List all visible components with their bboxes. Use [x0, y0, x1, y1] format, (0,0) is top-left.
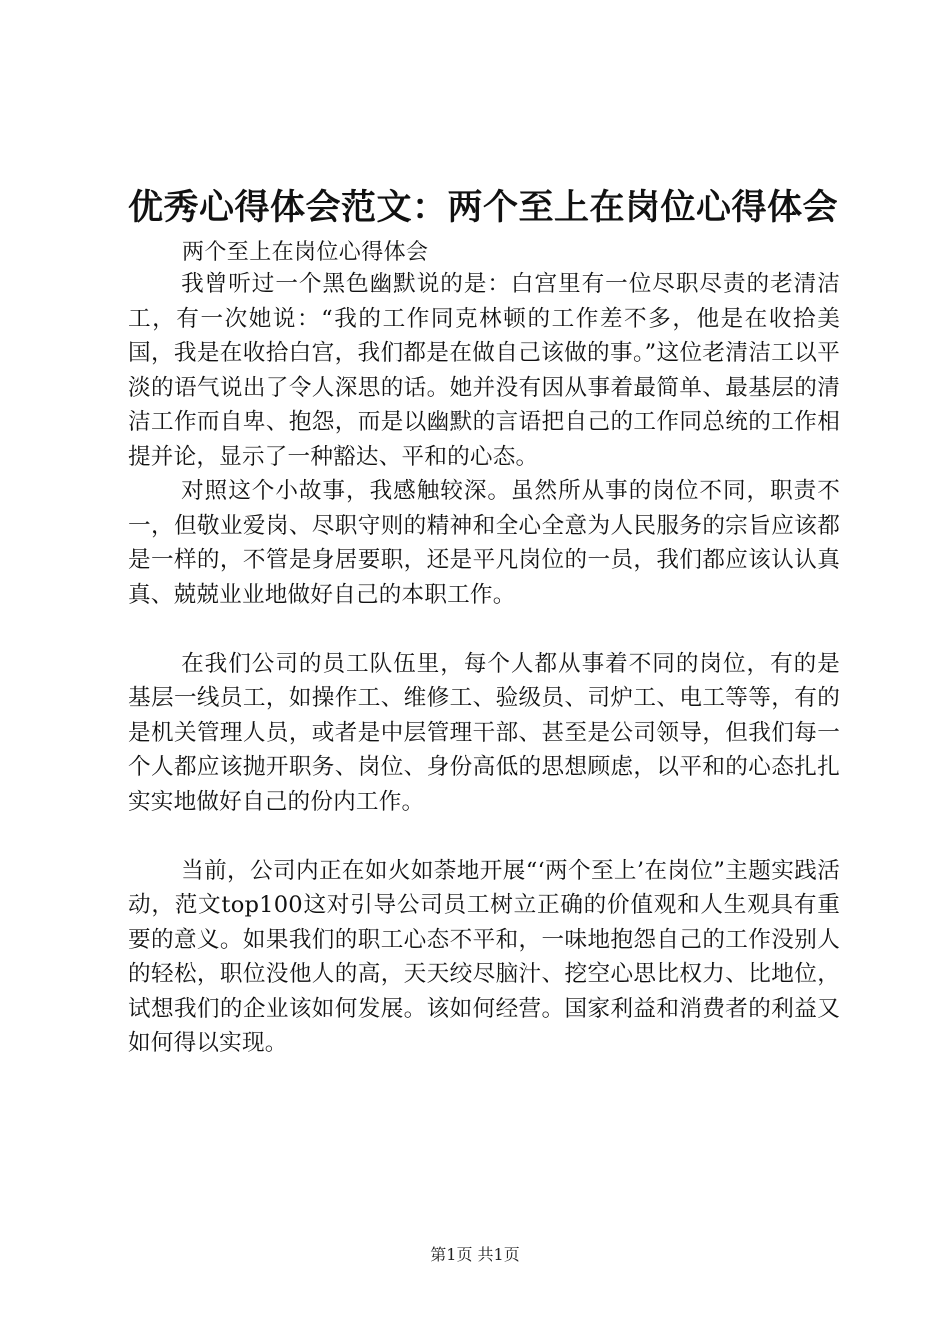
page-footer: 第1页 共1页 — [430, 1245, 520, 1264]
document-body — [128, 267, 840, 1061]
paragraph-1: 我曾听过一个黑色幽默说的是：白宫里有一位尽职尽责的老清洁工，有一次她说：“我的工作同克林顿的工作差不多，他是在收拾美国，我是在收拾白宫，我们都是在做自己该做的事。”这位老清洁工以平淡的语气说出了令人深思的话。她并没有因从事着最简单、最基层的清洁工作而自卑、抱怨，而是以幽默的言语把自己的工作同总统的工作相提并论，显示了一种豁达、平和的心态。 — [128, 271, 840, 470]
document-subtitle: 两个至上在岗位心得体会 — [182, 240, 429, 265]
paragraph-2: 对照这个小故事，我感触较深。虽然所从事的岗位不同，职责不一，但敬业爱岗、尽职守则的精神和全心全意为人民服务的宗旨应该都是一样的，不管是身居要职，还是平凡岗位的一员，我们都应该认认真真、兢兢业业地做好自己的本职工作。 — [128, 478, 840, 608]
paragraph-3: 在我们公司的员工队伍里，每个人都从事着不同的岗位，有的是基层一线员工，如操作工、维修工、验级员、司炉工、电工等等，有的是机关管理人员，或者是中层管理干部、甚至是公司领导，但我们每一个人都应该抛开职务、岗位、身份高低的思想顾虑，以平和的心态扎扎实实地做好自己的份内工作。 — [128, 650, 840, 815]
paragraph-4: 当前，公司内正在如火如荼地开展“‘两个至上’在岗位”主题实践活动，范文top100这对引导公司员工树立正确的价值观和人生观具有重要的意义。如果我们的职工心态不平和，一味地抱怨自己的工作没别人的轻松，职位没他人的高，天天绞尽脑汁、挖空心思比权力、比地位，试想我们的企业该如何发展。该如何经营。国家利益和消费者的利益又如何得以实现。 — [128, 857, 840, 1056]
document-title: 优秀心得体会范文：两个至上在岗位心得体会 — [128, 187, 839, 228]
